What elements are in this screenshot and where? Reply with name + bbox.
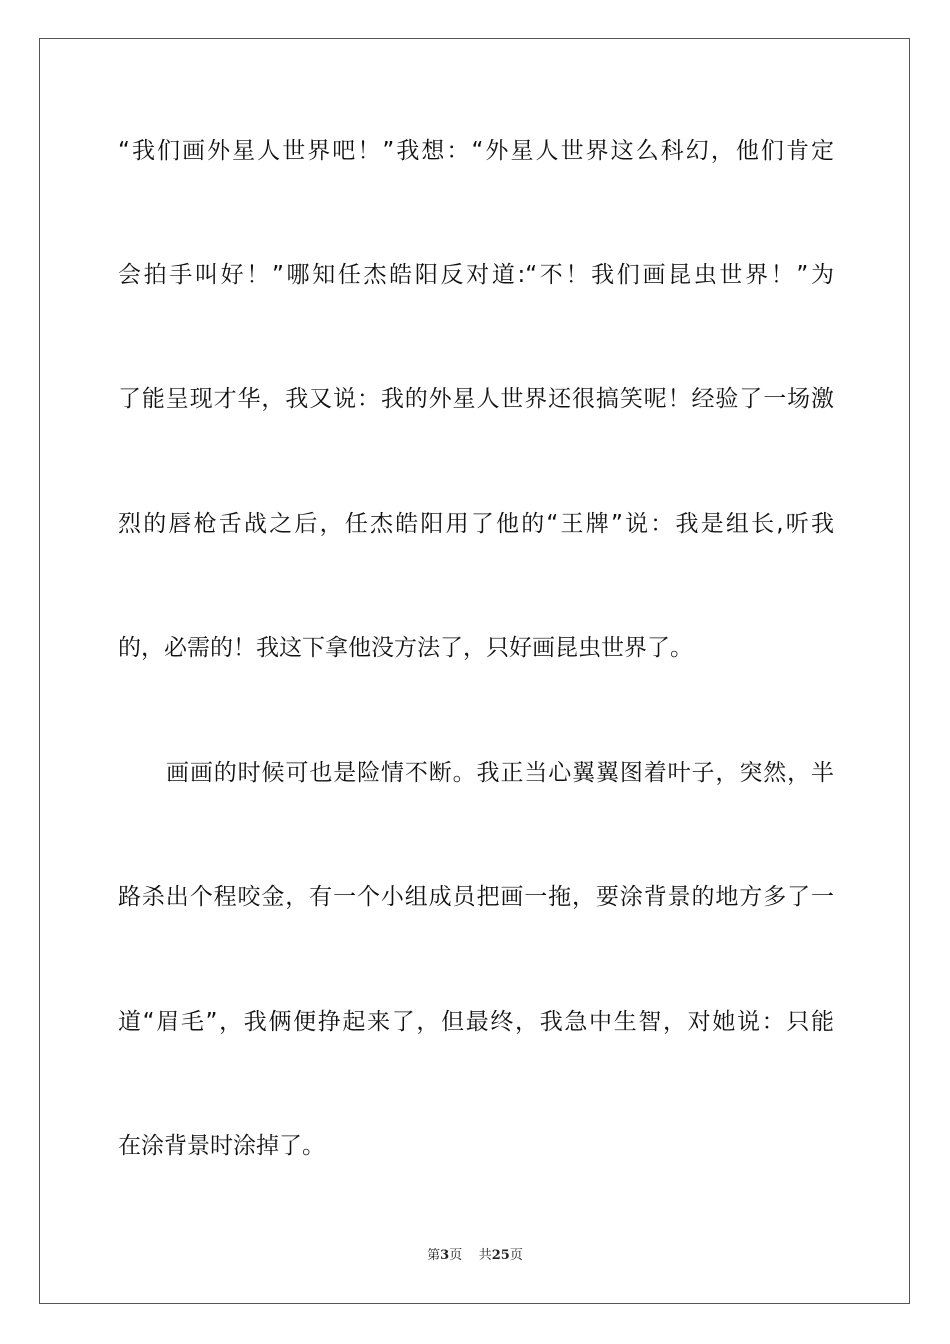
page-suffix: 页 [449,1248,463,1263]
paragraph-line-9: 在涂背景时涂掉了。 [118,1133,325,1159]
page-prefix: 第 [427,1248,441,1263]
page-footer [0,1247,950,1265]
paragraph-line-2: 会拍手叫好！”哪知任杰皓阳反对道:“不！我们画昆虫世界！”为 [118,262,834,288]
paragraph-line-1: “我们画外星人世界吧！”我想：“外星人世界这么科幻，他们肯定 [118,138,834,164]
paragraph-line-4: 烈的唇枪舌战之后，任杰皓阳用了他的“王牌”说：我是组长,听我 [118,511,834,537]
paragraph-line-8: 道“眉毛”，我俩便挣起来了，但最终，我急中生智，对她说：只能 [118,1009,834,1035]
paragraph-line-5: 的，必需的！我这下拿他没方法了，只好画昆虫世界了。 [118,635,693,661]
paragraph-line-7: 路杀出个程咬金，有一个小组成员把画一拖，要涂背景的地方多了一 [118,884,834,910]
total-suffix: 页 [509,1248,523,1263]
total-prefix: 共 [478,1248,492,1263]
total-pages: 25 [491,1248,510,1263]
paragraph-line-3: 了能呈现才华，我又说：我的外星人世界还很搞笑呢！经验了一场激 [118,386,834,412]
page-number: 3 [440,1248,450,1263]
paragraph-line-6: 画画的时候可也是险情不断。我正当心翼翼图着叶子，突然，半 [166,760,834,786]
page-border [39,38,910,1304]
